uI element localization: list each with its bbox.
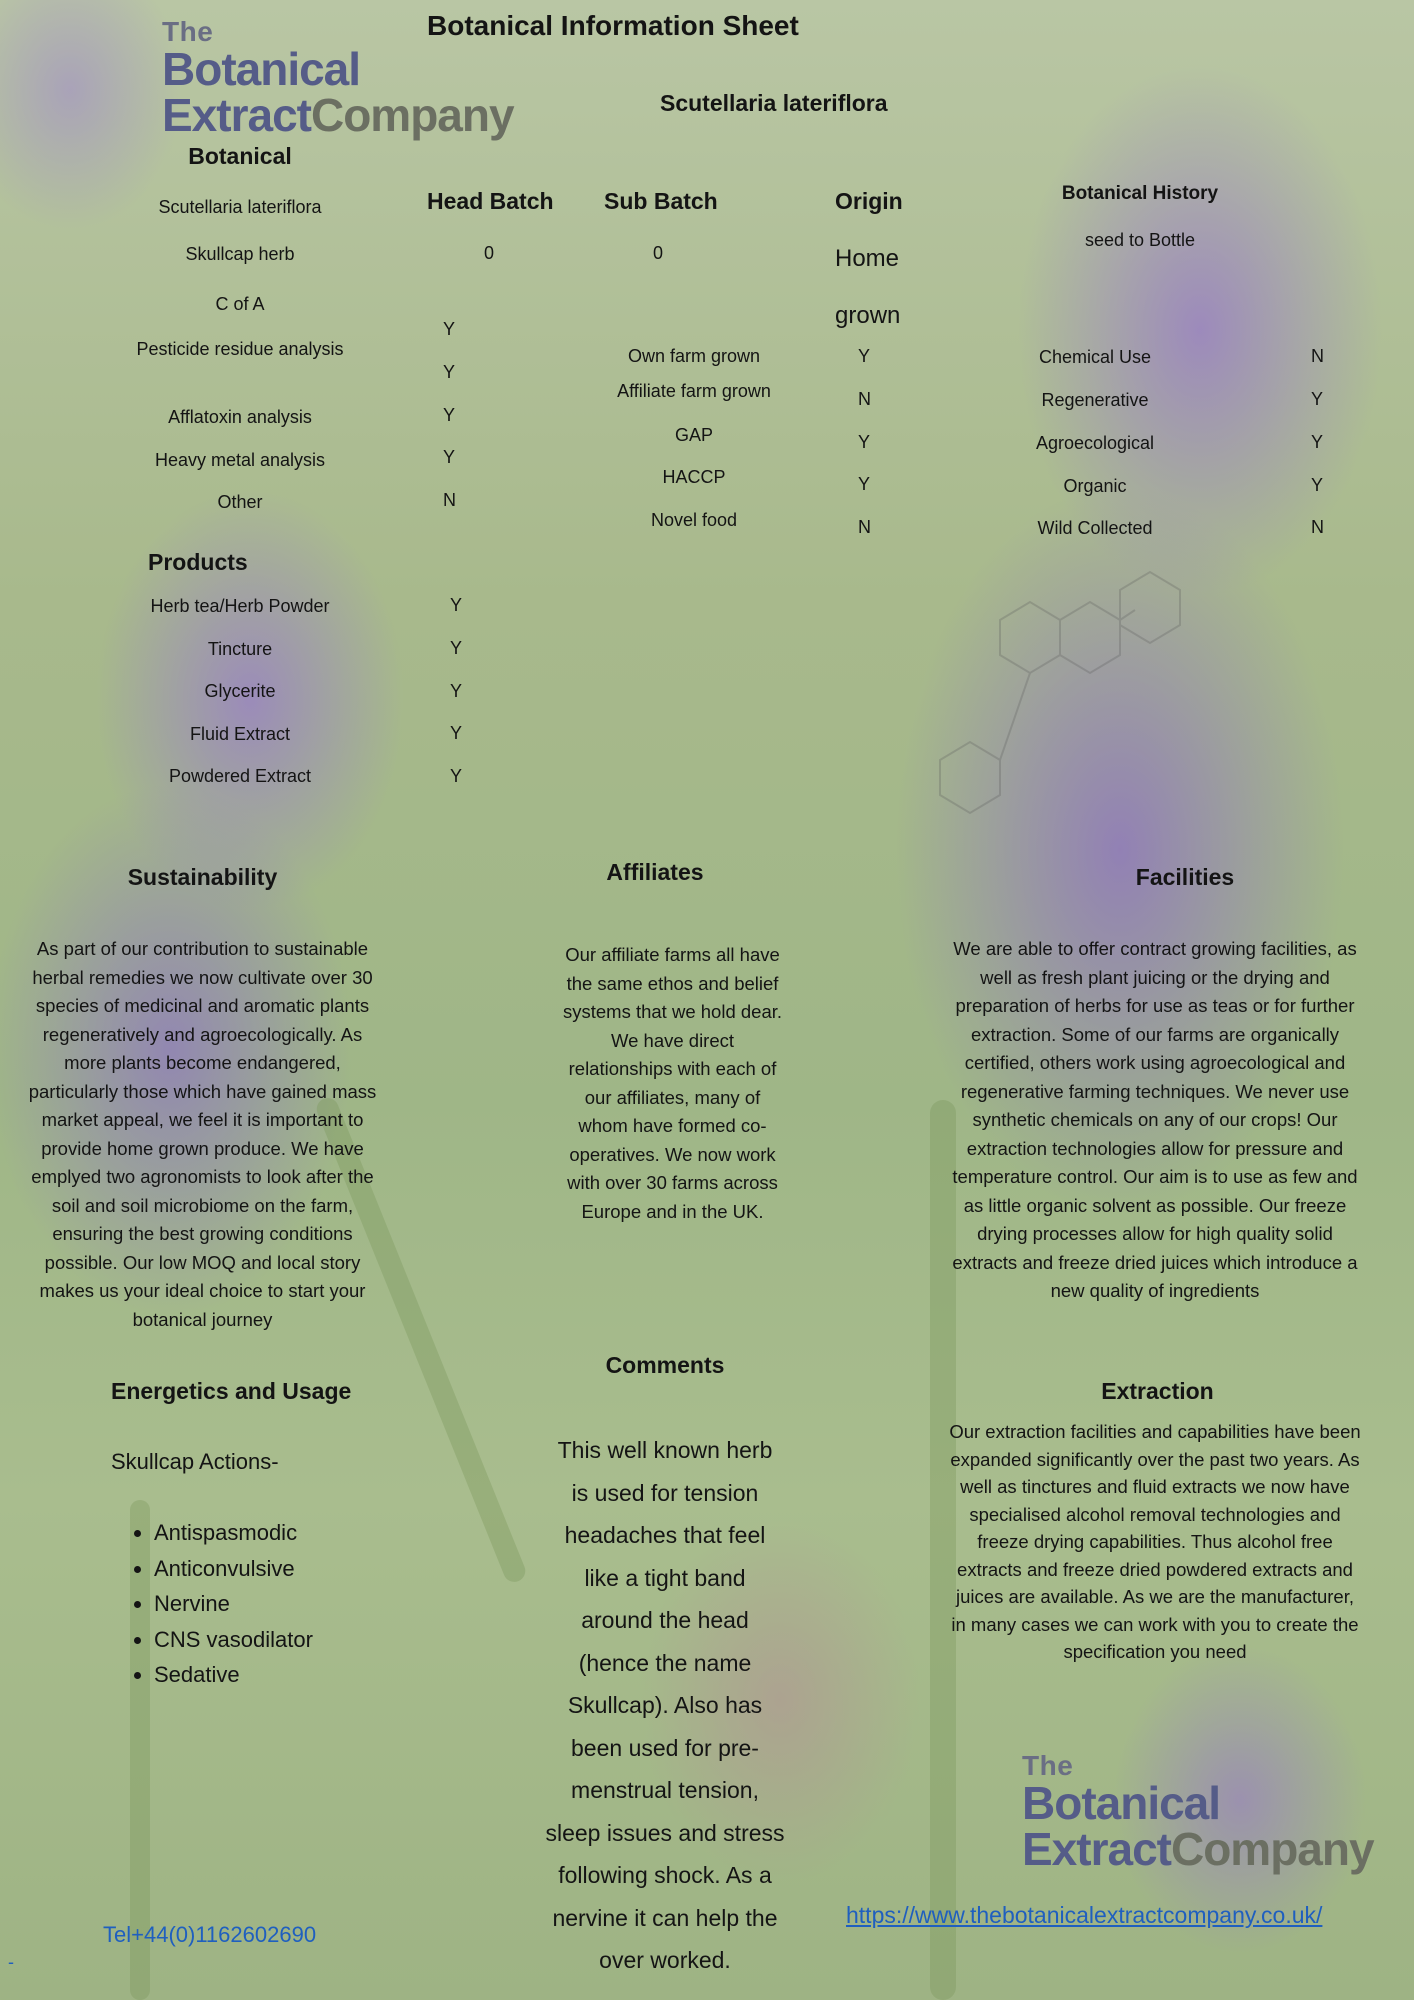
text-line: around the head (581, 1607, 749, 1633)
text-line: extracts and freeze dried powdered extracts and (957, 1558, 1353, 1580)
product-label: Glycerite (204, 681, 276, 701)
origin-item-value: N (858, 517, 871, 537)
comments-text (520, 1429, 810, 1982)
facilities-heading: Facilities (1135, 864, 1235, 890)
extraction-text (925, 1418, 1385, 1666)
check-value: Y (443, 447, 456, 467)
text-line: like a tight band (584, 1564, 746, 1591)
text-line: species of medicinal and aromatic plants (35, 995, 370, 1016)
actions-list (110, 1515, 313, 1693)
text-line: extraction technologies allow for pressure and (966, 1137, 1344, 1159)
text-line: sleep issues and stress (545, 1819, 785, 1846)
text-line: provide home grown produce. We have (41, 1137, 364, 1159)
logo-botanical: Botanical (1022, 1777, 1221, 1829)
text-line: systems that we hold dear. (562, 1001, 783, 1022)
text-line: Our extraction facilities and capabilities have been (949, 1421, 1361, 1442)
product-value: Y (450, 595, 463, 615)
text-line: over worked. (599, 1947, 731, 1973)
molecule-watermark-icon (880, 570, 1220, 870)
text-line: particularly those which have gained mass (28, 1080, 377, 1102)
check-value: Y (443, 362, 456, 382)
origin-value-line1: Home (835, 245, 900, 272)
sub-batch-value: 0 (653, 243, 664, 263)
product-label: Fluid Extract (189, 724, 291, 744)
sustainability-text (5, 935, 400, 1334)
list-item: • Anticonvulsive (154, 1551, 313, 1587)
text-line: specification you need (1063, 1641, 1247, 1662)
extraction-heading: Extraction (1101, 1378, 1214, 1404)
species-heading: Scutellaria lateriflora (660, 90, 888, 116)
text-line: botanical journey (132, 1308, 273, 1330)
text-line: temperature control. Our aim is to use as few and (952, 1166, 1358, 1187)
text-line: We have direct (610, 1029, 735, 1051)
text-line: possible. Our low MOQ and local story (44, 1251, 361, 1273)
text-line: market appeal, we feel it is important to (41, 1109, 364, 1130)
logo-extract: Extract (162, 89, 311, 141)
text-line: is used for tension (571, 1479, 759, 1506)
facilities-text (925, 935, 1385, 1306)
products-heading: Products (148, 549, 248, 575)
affiliates-text (540, 941, 805, 1226)
text-line: been used for pre- (571, 1734, 759, 1761)
actions-subheading: Skullcap Actions- (111, 1449, 279, 1474)
origin-value-line2: grown (835, 302, 901, 329)
text-line: (hence the name (578, 1649, 752, 1676)
text-line: As part of our contribution to sustainable (36, 938, 369, 959)
logo-company: Company (310, 89, 514, 141)
page-dash: - (8, 1952, 14, 1972)
text-line: regeneratively and agroecologically. As (42, 1023, 363, 1045)
history-value: seed to Bottle (1084, 230, 1196, 250)
text-line: emplyed two agronomists to look after the (31, 1166, 374, 1187)
list-item: • Antispasmodic (154, 1515, 313, 1551)
check-value: Y (443, 319, 456, 339)
common-name: Skullcap herb (185, 244, 295, 264)
history-item-value: N (1311, 346, 1324, 366)
history-heading: Botanical History (1061, 183, 1219, 204)
history-item-label: Agroecological (1035, 433, 1155, 453)
page-title: Botanical Information Sheet (427, 10, 799, 41)
text-line: as little organic solvent as possible. Our freeze (963, 1194, 1347, 1216)
text-line: expanded significantly over the past two years. As (950, 1448, 1360, 1470)
text-line: Skullcap). Also has (567, 1692, 763, 1718)
text-line: certified, others work using agroecological and (964, 1052, 1346, 1073)
text-line: in many cases we can work with you to create the (951, 1613, 1359, 1635)
origin-item-value: Y (858, 432, 871, 452)
text-line: soil and soil microbiome on the farm, (51, 1194, 354, 1216)
history-item-value: N (1311, 517, 1324, 537)
history-item-value: Y (1311, 475, 1324, 495)
history-item-label: Regenerative (1041, 390, 1149, 410)
affiliates-heading: Affiliates (606, 859, 704, 885)
origin-item-label: Own farm grown (627, 346, 761, 366)
text-line: more plants become endangered, (64, 1052, 341, 1073)
comments-heading: Comments (605, 1352, 725, 1378)
history-item-value: Y (1311, 389, 1324, 409)
history-item-label: Wild Collected (1037, 518, 1153, 538)
origin-item-value: N (858, 389, 871, 409)
origin-item-label: HACCP (662, 467, 726, 487)
history-item-label: Organic (1063, 476, 1127, 496)
text-line: Europe and in the UK. (581, 1200, 764, 1222)
text-line: regenerative farming techniques. We never use (960, 1080, 1350, 1102)
origin-item-label: Novel food (650, 510, 738, 530)
text-line: Our affiliate farms all have (565, 944, 780, 965)
product-value: Y (450, 723, 463, 743)
phone-link[interactable]: Tel+44(0)1162602690 (103, 1922, 317, 1947)
text-line: whom have formed co- (578, 1115, 767, 1136)
text-line: extraction. Some of our farms are organically (970, 1023, 1340, 1045)
logo-company: Company (1170, 1823, 1374, 1875)
website-link[interactable]: https://www.thebotanicalextractcompany.co.uk/ (846, 1902, 1323, 1928)
company-logo-bottom (1022, 1750, 1374, 1875)
product-value: Y (450, 681, 463, 701)
logo-extract: Extract (1022, 1823, 1171, 1875)
text-line: This well known herb (557, 1437, 773, 1463)
check-label: Afflatoxin analysis (168, 407, 312, 427)
list-item: • Nervine (154, 1586, 313, 1622)
origin-item-value: Y (858, 474, 871, 494)
text-line: herbal remedies we now cultivate over 30 (32, 966, 373, 988)
logo-botanical: Botanical (162, 43, 361, 95)
text-line: well as tinctures and fluid extracts we now have (960, 1476, 1350, 1497)
product-value: Y (450, 638, 463, 658)
text-line: drying processes allow for high quality solid (977, 1223, 1333, 1244)
check-label: Heavy metal analysis (154, 450, 326, 470)
product-label: Powdered Extract (168, 766, 312, 786)
text-line: headaches that feel (564, 1522, 766, 1548)
logo-the: The (162, 16, 214, 47)
origin-item-label: GAP (674, 425, 713, 445)
text-line: ensuring the best growing conditions (52, 1223, 353, 1244)
text-line: specialised alcohol removal technologies and (969, 1503, 1341, 1525)
text-line: menstrual tension, (571, 1777, 759, 1803)
text-line: juices are available. As we are the manufacturer, (956, 1586, 1354, 1607)
botanical-heading: Botanical (188, 143, 292, 169)
text-line: We are able to offer contract growing facilities, as (953, 938, 1357, 959)
text-line: well as fresh plant juicing or the drying and (980, 966, 1330, 988)
sub-batch-heading: Sub Batch (604, 188, 718, 214)
check-label: C of A (215, 294, 265, 314)
text-line: relationships with each of (568, 1058, 777, 1079)
head-batch-heading: Head Batch (427, 188, 554, 214)
text-line: our affiliates, many of (584, 1086, 761, 1108)
history-item-label: Chemical Use (1038, 347, 1152, 367)
product-label: Tincture (207, 639, 273, 659)
text-line: new quality of ingredients (1050, 1280, 1260, 1301)
text-line: with over 30 farms across (567, 1172, 778, 1193)
text-line: the same ethos and belief (566, 972, 779, 994)
text-line: synthetic chemicals on any of our crops! Our (972, 1109, 1338, 1130)
text-line: nervine it can help the (552, 1904, 778, 1931)
history-item-value: Y (1311, 432, 1324, 452)
product-value: Y (450, 766, 463, 786)
latin-name: Scutellaria lateriflora (158, 197, 322, 217)
text-line: makes us your ideal choice to start your (39, 1280, 366, 1301)
energetics-heading: Energetics and Usage (111, 1378, 352, 1404)
origin-item-value: Y (858, 346, 871, 366)
check-label: Other (217, 492, 263, 512)
text-line: preparation of herbs for use as teas or for further (955, 995, 1355, 1016)
product-label: Herb tea/Herb Powder (150, 596, 330, 616)
text-line: following shock. As a (558, 1862, 772, 1888)
check-value: Y (443, 405, 456, 425)
text-line: freeze drying capabilities. Thus alcohol free (977, 1531, 1333, 1552)
list-item: • Sedative (154, 1657, 313, 1693)
origin-heading: Origin (835, 188, 903, 214)
list-item: • CNS vasodilator (154, 1622, 313, 1658)
check-label: Pesticide residue analysis (136, 339, 344, 359)
check-value: N (443, 490, 456, 510)
text-line: extracts and freeze dried juices which introduce a (952, 1251, 1358, 1273)
text-line: operatives. We now work (569, 1143, 776, 1165)
origin-item-label: Affiliate farm grown (617, 381, 771, 401)
logo-the: The (1022, 1750, 1074, 1781)
head-batch-value: 0 (484, 243, 495, 263)
sustainability-heading: Sustainability (127, 864, 278, 890)
